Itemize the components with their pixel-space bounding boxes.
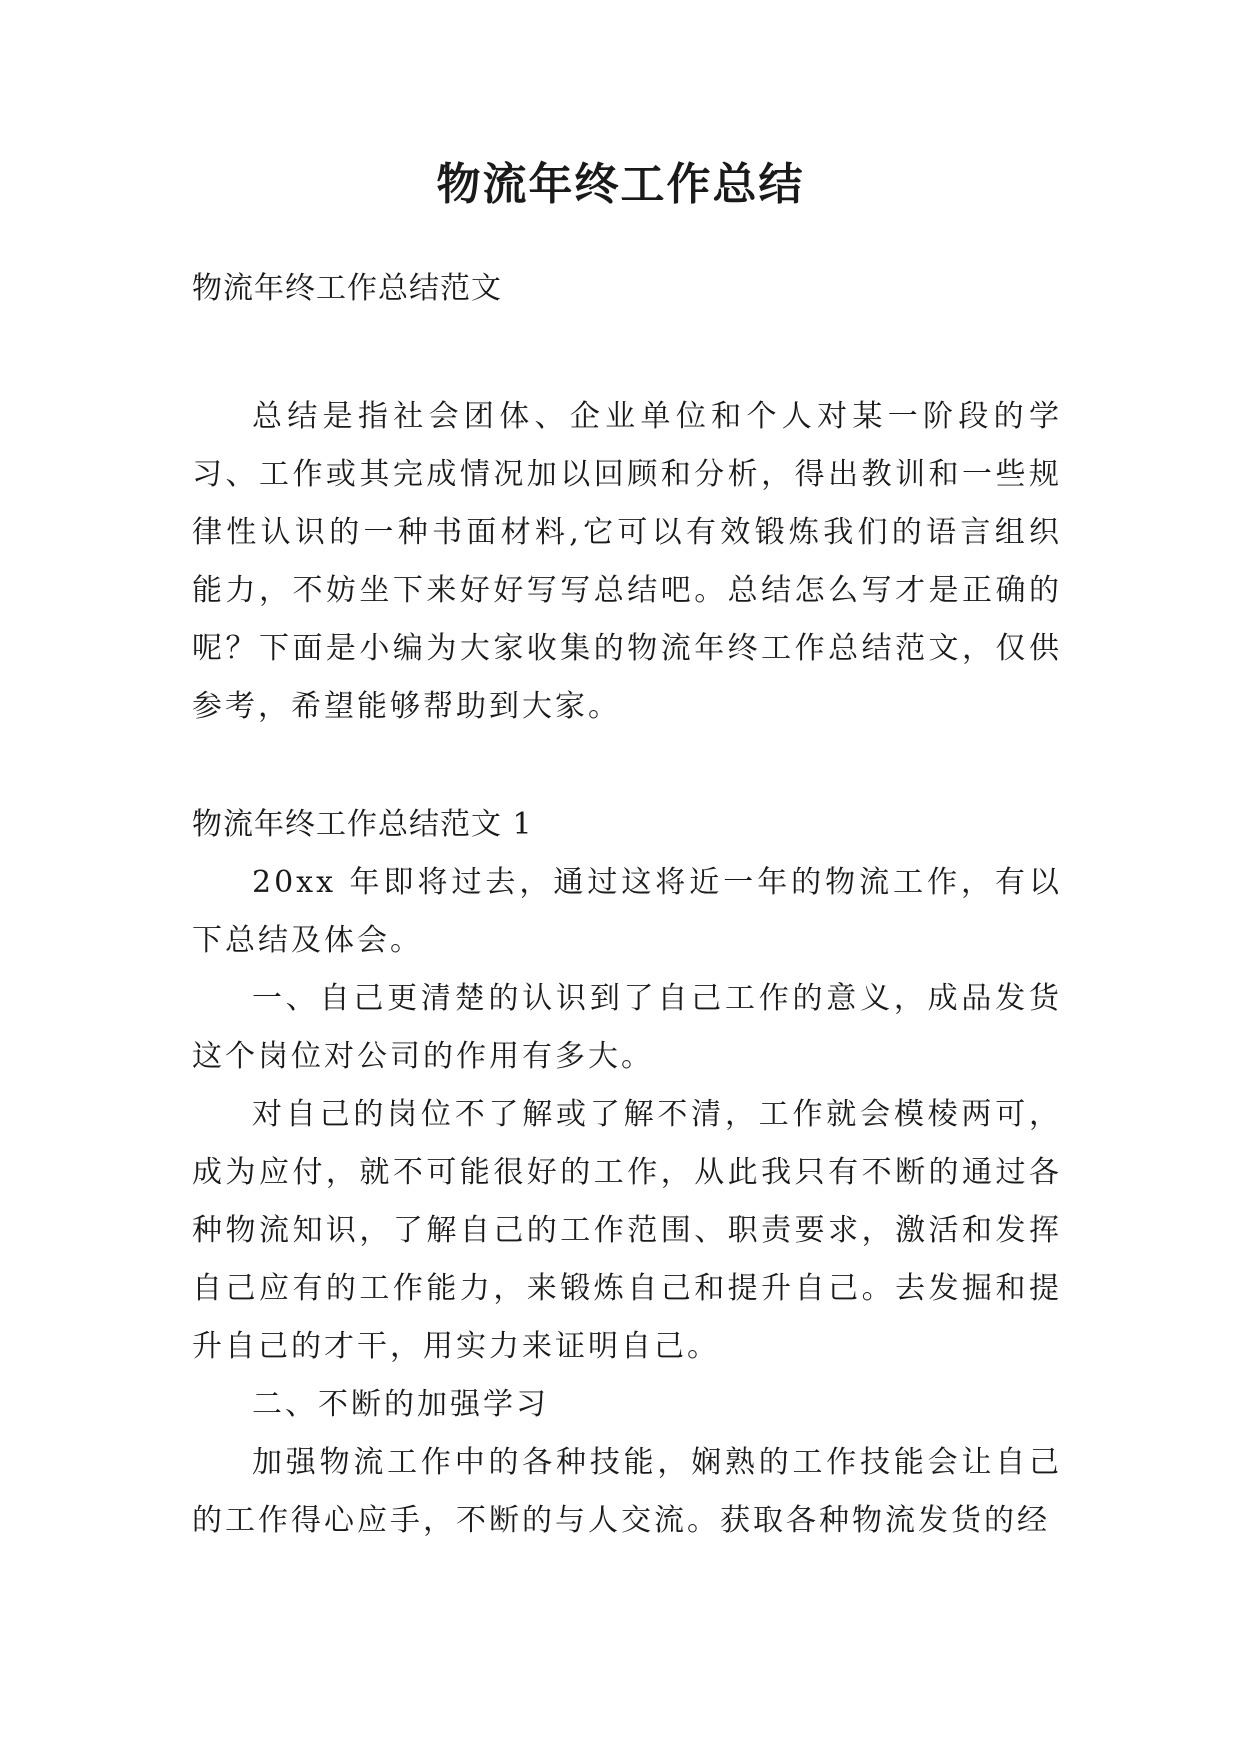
body-paragraph: 二、不断的加强学习 [252, 1387, 549, 1422]
document-title: 物流年终工作总结 [436, 159, 805, 210]
intro-paragraph: 总结是指社会团体、企业单位和个人对某一阶段的学习、工作或其完成情况加以回顾和分析，得出教训和一些规律性认识的一种书面材料,它可以有效锻炼我们的语言组织能力，不妨坐下来好好写写总结吧。总结怎么写才是正确的呢？下面是小编为大家收集的物流年终工作总结范文，仅供参考，希望能够帮助到大家。 [192, 399, 1062, 724]
document-subtitle: 物流年终工作总结范文 [192, 271, 502, 306]
body-paragraph: 20xx 年即将过去，通过这将近一年的物流工作，有以下总结及体会。 [192, 865, 1062, 958]
document-body [192, 260, 1062, 1550]
section-body [192, 854, 1062, 1550]
body-paragraph: 加强物流工作中的各种技能，娴熟的工作技能会让自己的工作得心应手，不断的与人交流。获取各种物流发货的经 [192, 1445, 1062, 1538]
intro-section [192, 388, 1062, 736]
body-paragraph: 对自己的岗位不了解或了解不清，工作就会模棱两可，成为应付，就不可能很好的工作，从此我只有不断的通过各种物流知识，了解自己的工作范围、职责要求，激活和发挥自己应有的工作能力，来锻炼自己和提升自己。去发掘和提升自己的才干，用实力来证明自己。 [192, 1097, 1062, 1364]
section-heading: 物流年终工作总结范文 1 [192, 807, 533, 842]
body-paragraph: 一、自己更清楚的认识到了自己工作的意义，成品发货这个岗位对公司的作用有多大。 [192, 981, 1062, 1074]
